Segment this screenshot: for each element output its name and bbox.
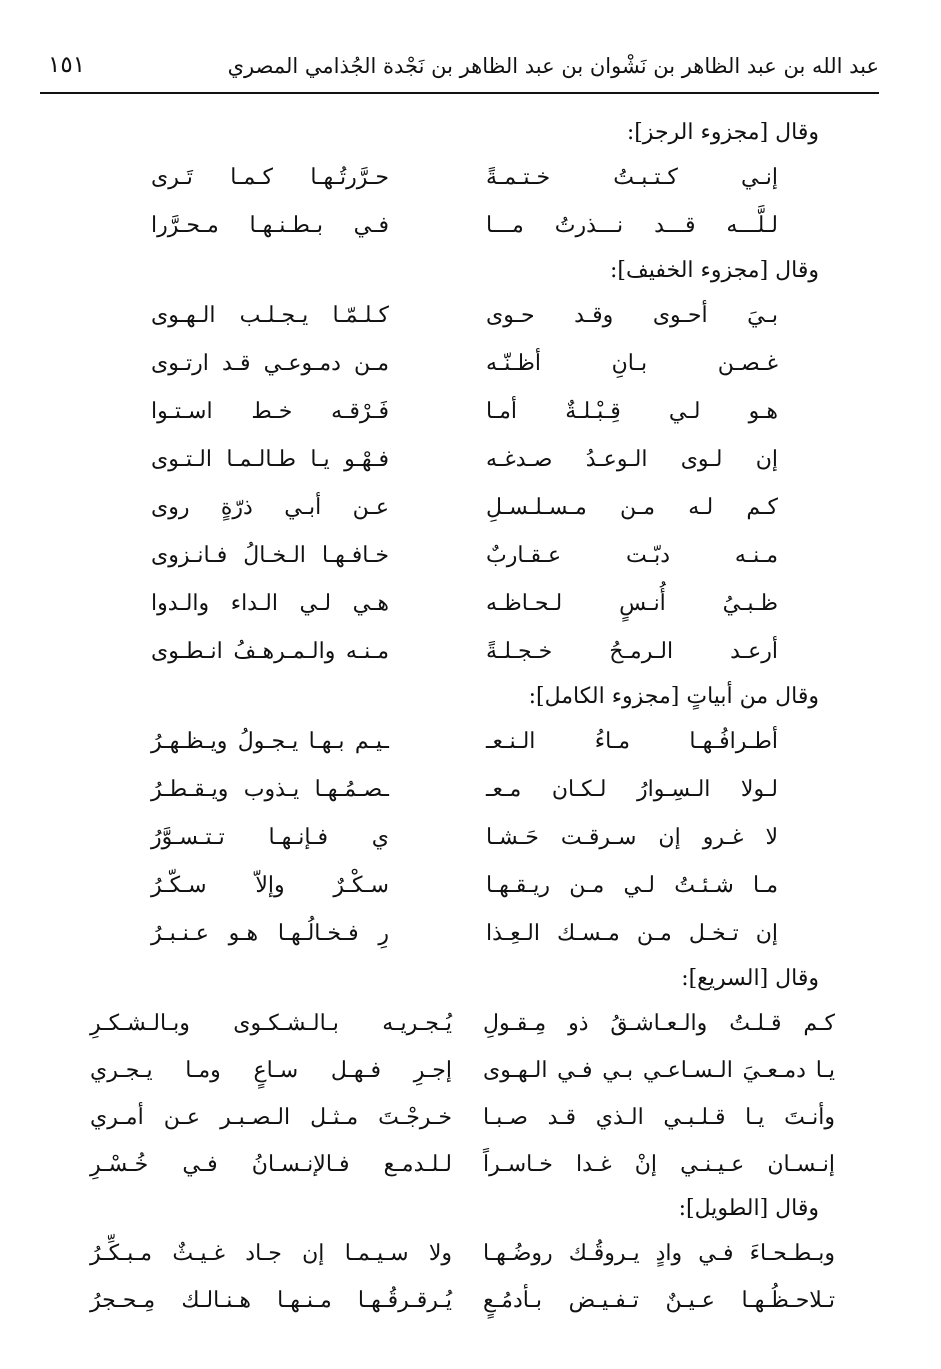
second-hemistich: رِ فـخـالُـهـا هـو عـنـبـرُ xyxy=(151,921,389,946)
first-hemistich: يـا دمـعـيَ الـسـاعـي بـي فـي الـهـوى xyxy=(483,1058,835,1083)
verse-line xyxy=(0,484,941,532)
first-hemistich: لا غـرو إن سـرقـت حَـشـا xyxy=(486,825,778,850)
first-hemistich: كـم قـلـتُ والـعـاشـقُ ذو مِـقـولِ xyxy=(483,1011,835,1036)
verse-line xyxy=(0,862,941,910)
verse-line xyxy=(0,910,941,958)
second-hemistich: يُـرقـرقُـهـا مـنـهـا هـنـالـك مِـحـجرُ xyxy=(90,1288,452,1313)
verse-line xyxy=(0,766,941,814)
section-intro: وقال [السريع]: xyxy=(681,966,819,991)
second-hemistich: حـرَّرتُـهـا كـمـا تَـرى xyxy=(151,165,389,190)
second-hemistich: لـلـدمـع فـالإنـسـانُ فـي خُـسْـرِ xyxy=(90,1152,452,1177)
section-intro: وقال [الطويل]: xyxy=(678,1196,819,1221)
first-hemistich: مـنـه دبّـت عـقـاربٌ xyxy=(486,543,778,568)
first-hemistich: لـلَّـــه قـــد نـــذرتُ مـــا xyxy=(486,213,778,238)
second-hemistich: فـي بـطـنـهـا مـحـرَّرا xyxy=(151,213,389,238)
second-hemistich: فَـرْقـه خـط اسـتـوا xyxy=(151,399,389,424)
verse-line xyxy=(0,202,941,250)
page-header xyxy=(40,46,879,94)
section-intro: وقال [مجزوء الخفيف]: xyxy=(609,258,819,283)
first-hemistich: لـولا الـسِـوارُ لـكـان مـعـ xyxy=(486,777,778,802)
first-hemistich: إن لـوى الـوعـدُ صـدغـه xyxy=(486,447,778,472)
verse-line xyxy=(0,1094,941,1141)
verse-line xyxy=(0,580,941,628)
poem-section xyxy=(0,250,941,676)
second-hemistich: مـن دمـوعـي قـد ارتـوى xyxy=(151,351,389,376)
second-hemistich: يُـجـريـه بـالـشـكـوى وبـالـشـكـرِ xyxy=(90,1011,452,1036)
first-hemistich: أرعـد الـرمـحُ خـجـلـةً xyxy=(486,639,778,664)
verse-line xyxy=(0,814,941,862)
second-hemistich: خـرجْـتَ مـثـل الـصـبـر عـن أمـري xyxy=(90,1105,452,1130)
second-hemistich: عـن أبـي ذرّةٍ روى xyxy=(151,495,389,520)
verse-line xyxy=(0,436,941,484)
verse-line xyxy=(0,388,941,436)
poem-content xyxy=(0,112,941,1324)
first-hemistich: أطـرافُـهـا مـاءُ الـنـعـ xyxy=(486,729,778,754)
verse-line xyxy=(0,532,941,580)
first-hemistich: وأنـتَ يـا قـلـبـي الـذي قـد صـبـا xyxy=(483,1105,835,1130)
verse-line xyxy=(0,154,941,202)
first-hemistich: وبـطـحـاءَ فـي وادٍ يـروقُـك روضُـهـا xyxy=(483,1241,835,1266)
verse-line xyxy=(0,1230,941,1277)
poem-section xyxy=(0,958,941,1188)
section-intro: وقال من أبياتٍ [مجزوء الكامل]: xyxy=(528,684,819,709)
verse-line xyxy=(0,1277,941,1324)
verse-line xyxy=(0,718,941,766)
verse-line xyxy=(0,1000,941,1047)
second-hemistich: فـهْـو يـا طـالـمـا الـتـوى xyxy=(151,447,389,472)
second-hemistich: ولا سـيـمـا إن جـاد غـيـثٌ مـبـكِّـرُ xyxy=(90,1241,452,1266)
second-hemistich: خـافـهـا الـخـالُ فـانـزوى xyxy=(151,543,389,568)
page-number: ١٥١ xyxy=(48,52,86,78)
second-hemistich: هـي لـي الـداء والـدوا xyxy=(151,591,389,616)
second-hemistich: ـيـم بـهـا يـجـولُ ويـظـهـرُ xyxy=(151,729,389,754)
first-hemistich: إنـسـان عـيـنـي إنْ غـدا خـاسـراً xyxy=(483,1152,835,1177)
first-hemistich: بـيَ أحـوى وقـد حـوى xyxy=(486,303,778,328)
first-hemistich: كـم لـه مـن مـسـلـسـلِ xyxy=(486,495,778,520)
second-hemistich: سـكْـرٌ وإلاّ سـكّـرُ xyxy=(151,873,389,898)
verse-line xyxy=(0,1047,941,1094)
first-hemistich: غـصـن بـانِ أظـنّـه xyxy=(486,351,778,376)
poem-section xyxy=(0,112,941,250)
first-hemistich: تـلاحـظُـهـا عـيـنٌ تـفـيـض بـأدمُـعٍ xyxy=(483,1288,835,1313)
verse-line xyxy=(0,1141,941,1188)
first-hemistich: مـا شـئـتُ لـي مـن ريـقـهـا xyxy=(486,873,778,898)
poem-section xyxy=(0,676,941,958)
verse-line xyxy=(0,292,941,340)
second-hemistich: مـنـه والـمـرهـفُ انـطـوى xyxy=(151,639,389,664)
verse-line xyxy=(0,340,941,388)
first-hemistich: إن تـخـل مـن مـسـك الـعِـذا xyxy=(486,921,778,946)
second-hemistich: إجـرِ فـهـل سـاعٍ ومـا يـجـري xyxy=(90,1058,452,1083)
first-hemistich: ظـبـيُ أُنـسٍ لـحـاظـه xyxy=(486,591,778,616)
section-intro: وقال [مجزوء الرجز]: xyxy=(626,120,819,145)
poem-section xyxy=(0,1188,941,1324)
second-hemistich: ي فـإنـهـا تـتـسـوَّرُ xyxy=(151,825,389,850)
running-head: عبد الله بن عبد الظاهر بن نَشْوان بن عبد الظاهر بن نَجْدة الجُذامي المصري xyxy=(227,54,879,78)
second-hemistich: ـصـمُـهـا يـذوب ويـقـطـرُ xyxy=(151,777,389,802)
second-hemistich: كـلـمّـا يـجـلـب الـهـوى xyxy=(151,303,389,328)
first-hemistich: هـو لـي قِـبْـلـةٌ أمـا xyxy=(486,399,778,424)
first-hemistich: إنـي كـتـبـتُ خـتـمـةً xyxy=(486,165,778,190)
verse-line xyxy=(0,628,941,676)
